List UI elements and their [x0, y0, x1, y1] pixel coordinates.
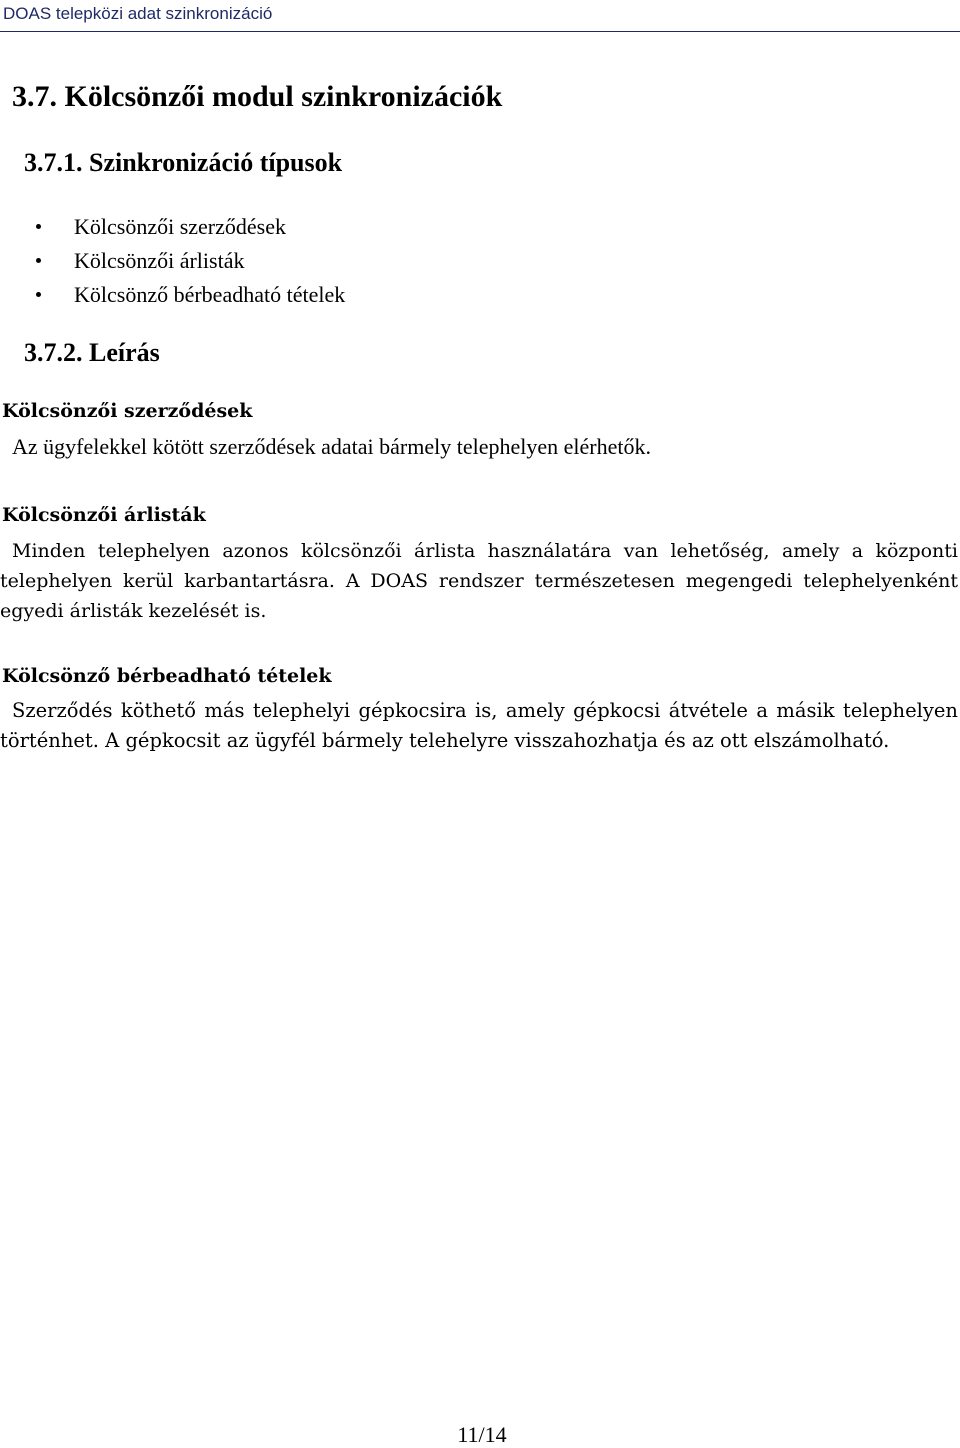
page-number: 11/14	[457, 1422, 507, 1447]
bullet-icon	[36, 224, 41, 229]
heading-pricelists: Kölcsönzői árlisták	[2, 504, 206, 526]
running-header: DOAS telepközi adat szinkronizáció	[3, 4, 273, 23]
heading-contracts: Kölcsönzői szerződések	[2, 400, 253, 422]
heading-rentable-items: Kölcsönző bérbeadható tételek	[2, 665, 332, 687]
bullet-icon	[36, 292, 41, 297]
section-title: 3.7. Kölcsönzői modul szinkronizációk	[12, 80, 503, 113]
sync-type-list	[0, 210, 345, 312]
paragraph-contracts: Az ügyfelekkel kötött szerződések adatai bármely telephelyen elérhetők.	[12, 434, 651, 459]
list-item	[0, 278, 345, 312]
header-divider	[0, 31, 960, 32]
subsection-title-types: 3.7.1. Szinkronizáció típusok	[24, 148, 343, 177]
bullet-icon	[36, 258, 41, 263]
paragraph-rentable-items: Szerződés köthető más telephelyi gépkocsira is, amely gépkocsi átvétele a másik telephelyen történhet. A gépkocsit az ügyfél bármely telehelyre visszahozhatja és az ott elszámolható.	[0, 699, 958, 752]
list-item	[0, 244, 345, 278]
list-item	[0, 210, 345, 244]
list-item-label: Kölcsönzői árlisták	[74, 248, 245, 273]
list-item-label: Kölcsönzői szerződések	[74, 214, 286, 239]
list-item-label: Kölcsönző bérbeadható tételek	[74, 282, 346, 307]
paragraph-pricelists: Minden telephelyen azonos kölcsönzői árlista használatára van lehetőség, amely a központi telephelyen kerül karbantartásra. A DOAS rendszer természetesen megengedi telephelyenként egyedi árlisták kezelését is.	[0, 540, 958, 622]
subsection-title-description: 3.7.2. Leírás	[24, 338, 160, 367]
